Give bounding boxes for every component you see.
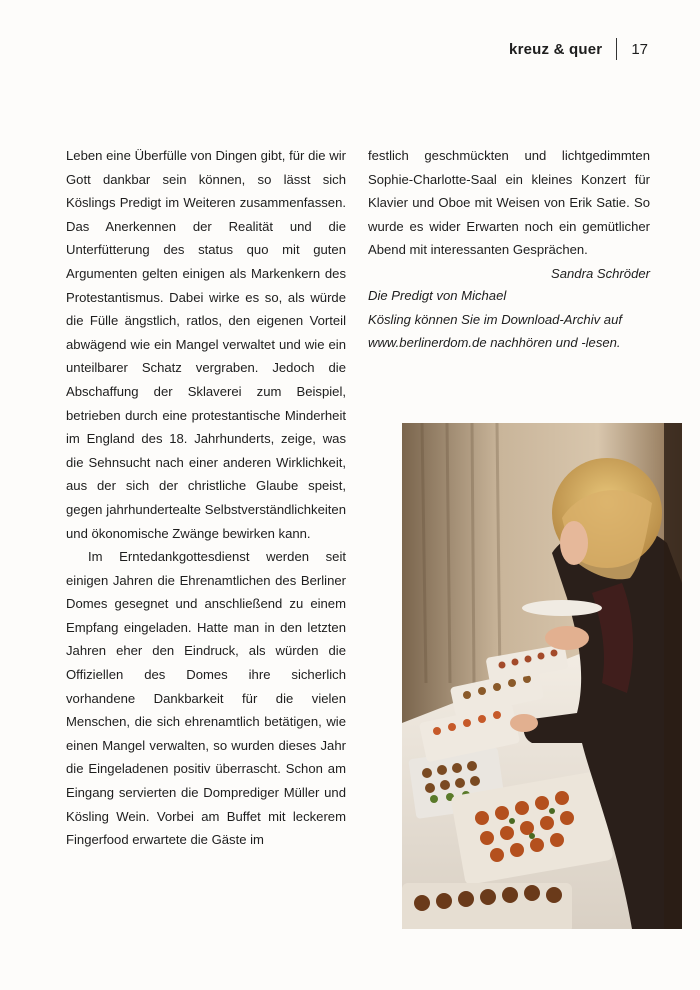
body-paragraph: Leben eine Überfülle von Dingen gibt, für die wir Gott dankbar sein können, so lässt sich Köslings Predigt im Weiteren zusammenfassen. Das Anerkennen der Realität und die Unterfütterung des status quo mit guten Argumenten gelten einigen als Markenkern des Protestantismus. Dabei wirke es so, als würde die Fülle ängstlich, ratlos, den eigenen Vorteil abwägend wie ein Mangel verwaltet und wie ein unteilbarer Schatz vergraben. Jedoch die Abschaffung der Sklaverei zum Beispiel, betrieben durch eine protestantische Minderheit im England des 18. Jahrhunderts, zeige, was die Sehnsucht nach einer anderen Wirklichkeit, aus der sich der christliche Glaube speist, gegen jahrhundertealte Selbstverständlichkeiten und ökonomische Zwänge bewirken kann.: [66, 148, 346, 541]
download-note: Die Predigt von Michael Kösling können Sie im Download-Archiv auf www.berlinerdom.de nachhören und -lesen.: [368, 287, 623, 351]
page-header: [509, 38, 648, 60]
buffet-photo: [402, 423, 682, 929]
body-paragraph: [368, 144, 650, 281]
magazine-title: kreuz & quer: [509, 40, 603, 58]
body-paragraph: Im Erntedankgottesdienst werden seit einigen Jahren die Ehrenamtlichen des Berliner Domes gesegnet und anschließend zu einem Empfang eingeladen. Hatte man in den letzten Jahren eher den Eindruck, als würden die Offiziellen des Domes ihre sicherlich vorhandene Dankbarkeit für die vielen Menschen, die sich ehrenamtlich betätigen, wie einen Mangel verwalten, so wurden dieses Jahr die Eingeladenen positiv überrascht. Schon am Eingang servierten die Domprediger Müller und Kösling Wein. Vorbei am Buffet mit leckerem Fingerfood erwartete die Gäste im: [66, 549, 346, 848]
paragraph-text: festlich geschmückten und lichtgedimmten Sophie-Charlotte-Saal ein kleines Konzert für Klavier und Oboe mit Weisen von Erik Satie. So wurde es wider Erwarten noch ein gemütlicher Abend mit interessanten Gesprächen.: [368, 148, 650, 258]
page-number: 17: [631, 40, 648, 58]
right-text-column: [368, 144, 650, 355]
header-divider: [616, 38, 617, 60]
author-signature: Sandra Schröder: [551, 265, 650, 281]
left-text-column: [66, 144, 346, 852]
